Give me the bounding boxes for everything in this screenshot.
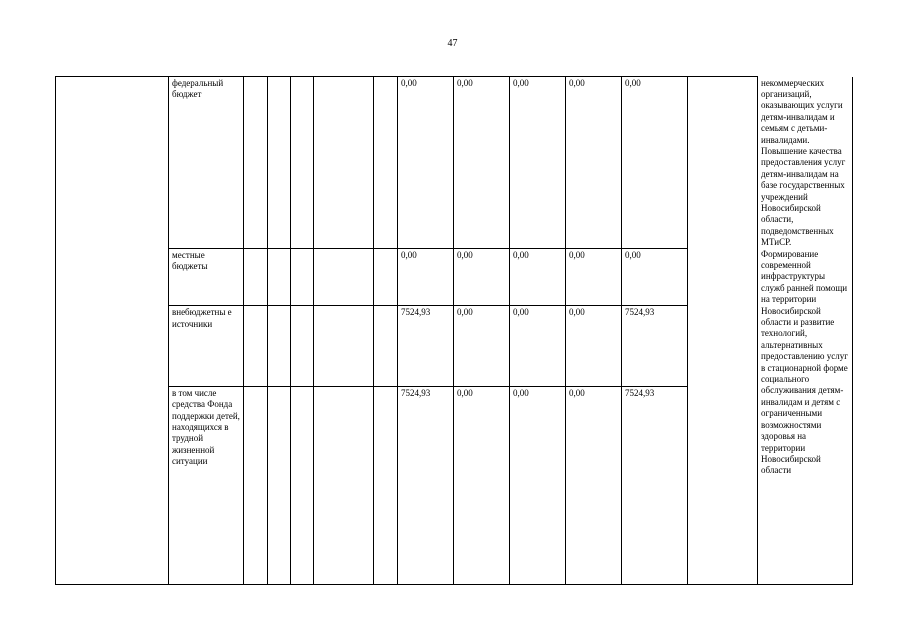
value-cell: 0,00 bbox=[398, 77, 454, 249]
table-row bbox=[56, 77, 853, 249]
value-cell: 0,00 bbox=[566, 249, 622, 306]
empty-cell bbox=[688, 77, 758, 585]
funding-source: в том числе средства Фонда поддержки детей, находящихся в трудной жизненной ситуации bbox=[169, 386, 244, 584]
funding-source: федеральный бюджет bbox=[169, 77, 244, 249]
value-cell: 0,00 bbox=[566, 386, 622, 584]
value-cell: 0,00 bbox=[510, 77, 566, 249]
value-cell: 7524,93 bbox=[398, 386, 454, 584]
value-cell: 0,00 bbox=[398, 249, 454, 306]
value-cell: 0,00 bbox=[622, 249, 688, 306]
value-cell: 0,00 bbox=[454, 306, 510, 386]
value-cell: 0,00 bbox=[622, 77, 688, 249]
value-cell: 0,00 bbox=[510, 306, 566, 386]
page-number: 47 bbox=[447, 38, 458, 49]
value-cell: 0,00 bbox=[566, 77, 622, 249]
empty-cell bbox=[56, 77, 169, 585]
value-cell: 0,00 bbox=[454, 77, 510, 249]
value-cell: 0,00 bbox=[566, 306, 622, 386]
value-cell: 7524,93 bbox=[398, 306, 454, 386]
funding-source: местные бюджеты bbox=[169, 249, 244, 306]
value-cell: 7524,93 bbox=[622, 386, 688, 584]
value-cell: 0,00 bbox=[454, 386, 510, 584]
budget-table bbox=[55, 76, 853, 585]
value-cell: 0,00 bbox=[510, 386, 566, 584]
expected-result: некоммерческих организаций, оказывающих услуги детям-инвалидам и семьям с детьми-инвалидами. Повышение качества предоставления услуг детям-инвалидам на базе государственных учреждений Новосибирской области, подведомственных МТиСР. Формирование современной инфраструктуры служб ранней помощи на территории Новосибирской области и развитие технологий, альтернативных предоставлению услуг в стационарной форме социального обслуживания детям-инвалидам и детям с ограниченными возможностями здоровья на территории Новосибирской области bbox=[758, 77, 853, 585]
value-cell: 0,00 bbox=[454, 249, 510, 306]
value-cell: 7524,93 bbox=[622, 306, 688, 386]
value-cell: 0,00 bbox=[510, 249, 566, 306]
funding-source: внебюджетны е источники bbox=[169, 306, 244, 386]
